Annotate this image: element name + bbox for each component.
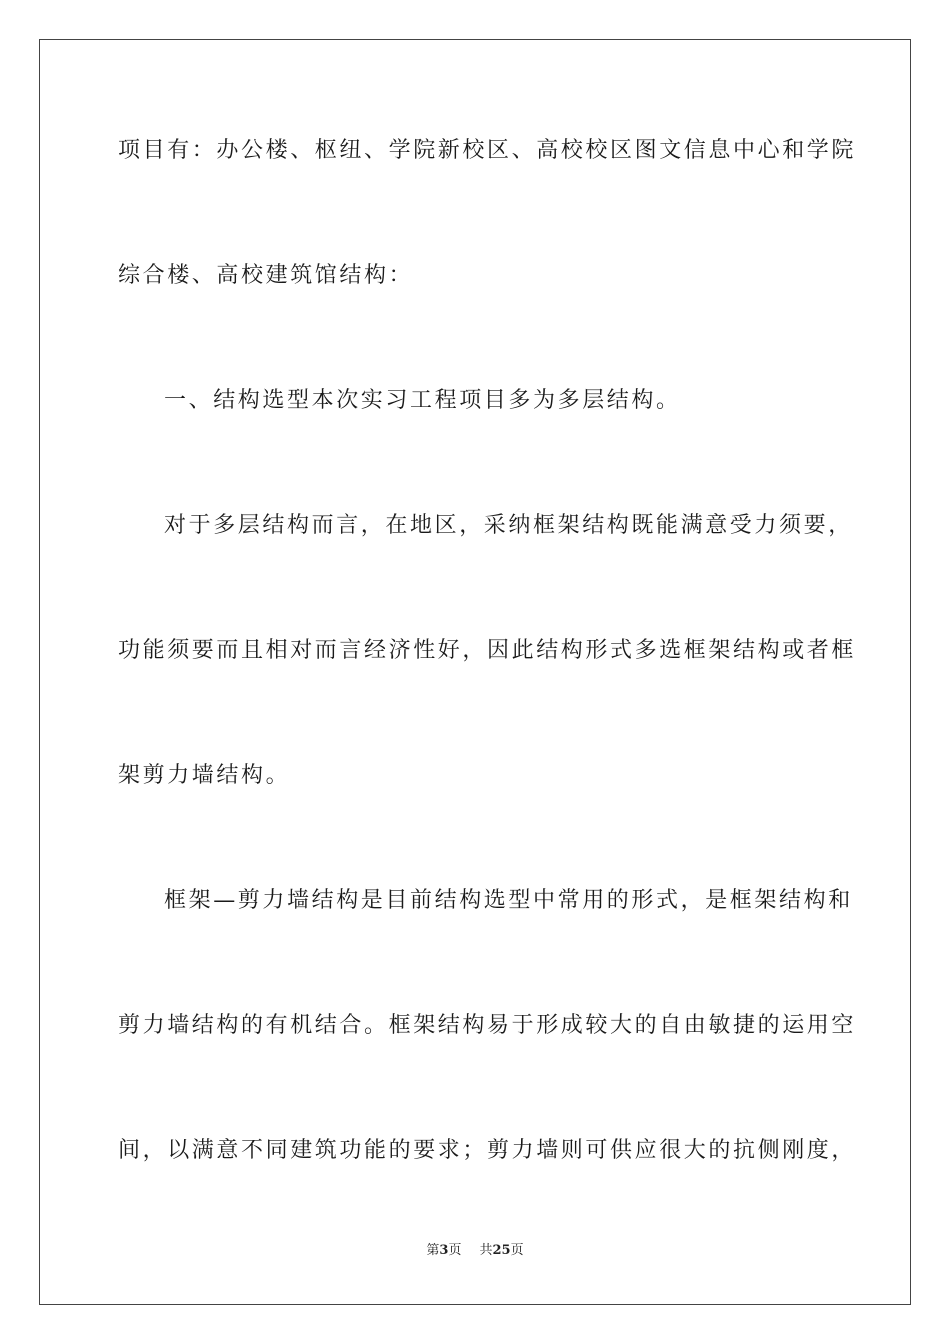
text-line: 项目有：办公楼、枢纽、学院新校区、高校校区图文信息中心和学院 [118,138,857,163]
page-suffix: 页 [448,1243,462,1258]
text-line: 功能须要而且相对而言经济性好，因此结构形式多选框架结构或者框 [118,638,857,663]
page-number: 3 [439,1243,449,1258]
text-line: 框架—剪力墙结构是目前结构选型中常用的形式，是框架结构和 [164,888,853,913]
section-heading: 一、结构选型本次实习工程项目多为多层结构。 [164,388,681,413]
text-line: 对于多层结构而言，在地区，采纳框架结构既能满意受力须要， [164,513,853,538]
text-line: 综合楼、高校建筑馆结构： [118,263,414,288]
total-prefix: 共 [479,1243,493,1258]
total-suffix: 页 [510,1243,524,1258]
page-prefix: 第 [426,1243,440,1258]
text-line: 架剪力墙结构。 [118,763,291,788]
page-border [39,39,911,1305]
page-footer [0,1242,950,1260]
total-pages: 25 [492,1243,511,1258]
text-line: 间，以满意不同建筑功能的要求；剪力墙则可供应很大的抗侧刚度， [118,1138,857,1163]
text-line: 剪力墙结构的有机结合。框架结构易于形成较大的自由敏捷的运用空 [118,1013,857,1038]
